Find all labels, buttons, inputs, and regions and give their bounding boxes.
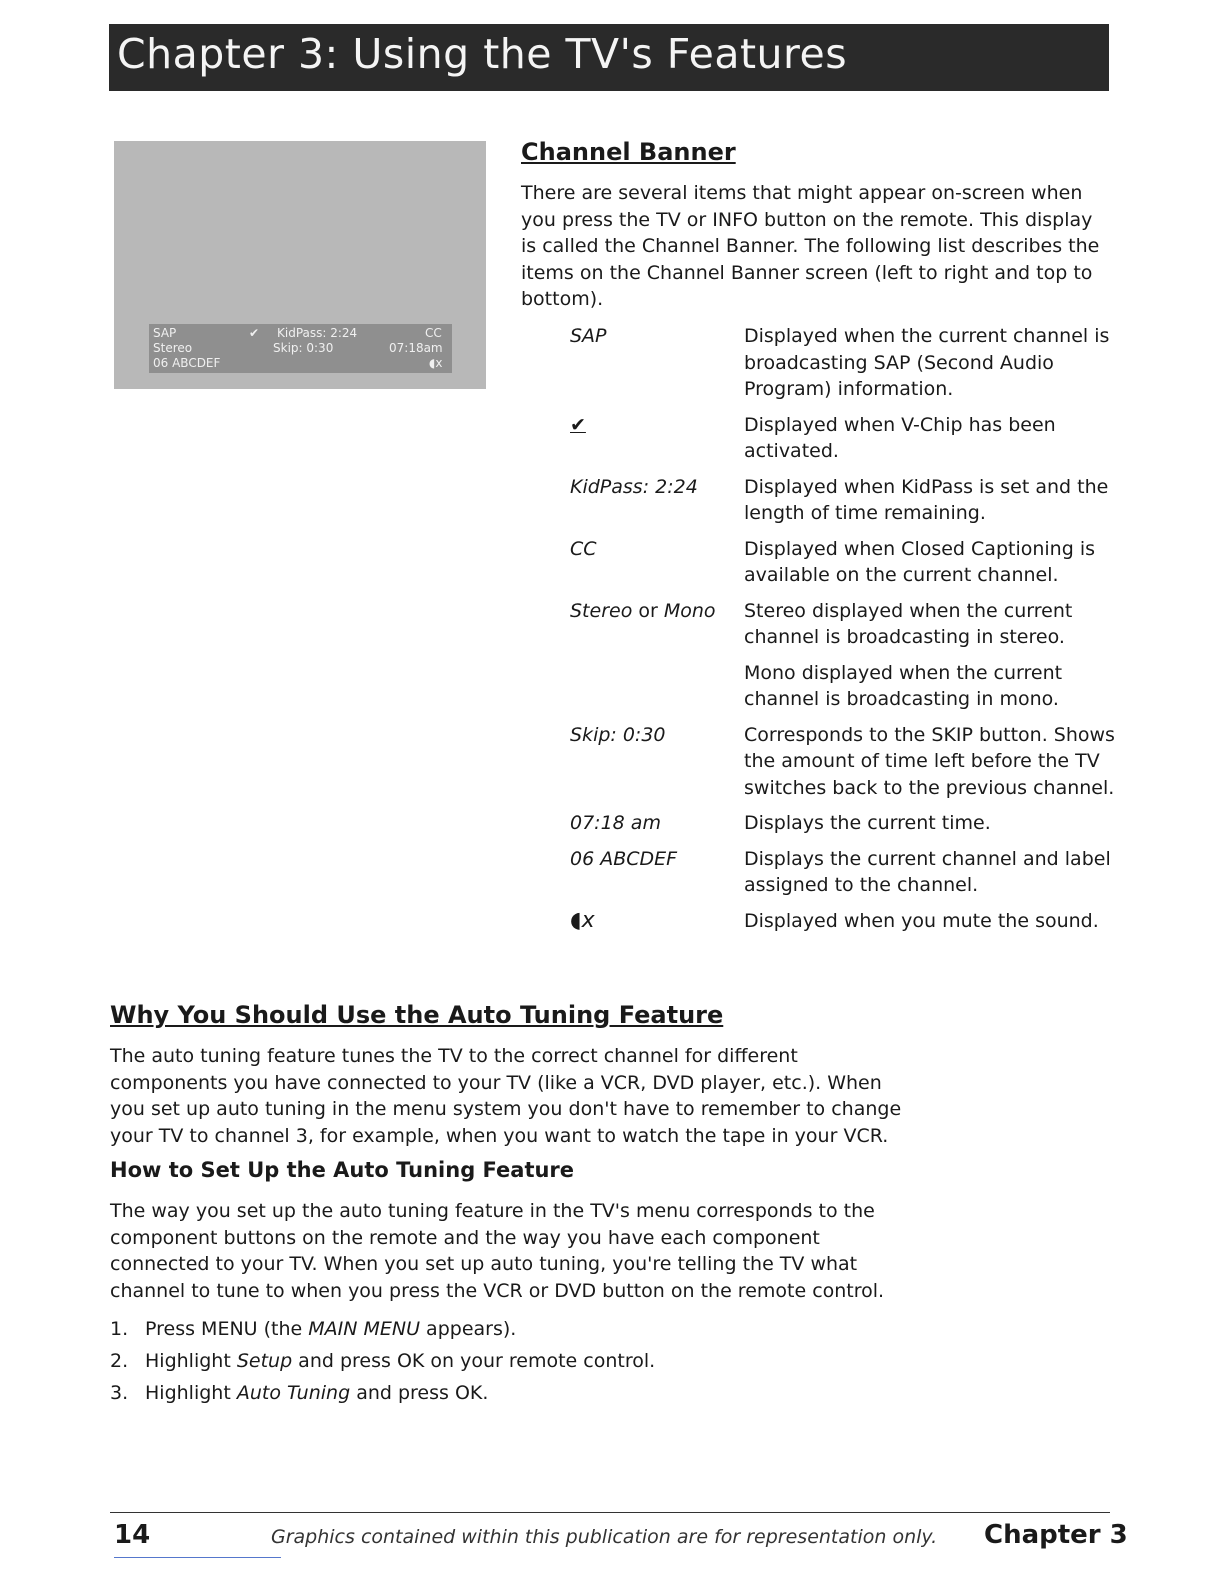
step-number: 1. [110,1318,129,1340]
channel-banner-item-list [570,323,1115,943]
item-term: CC [570,537,597,560]
item-term-mono: Mono [663,599,716,622]
list-item [570,323,1115,403]
tv-skip-label: Skip: 0:30 [273,341,334,355]
chapter-title: Chapter 3: Using the TV's Features [117,30,848,78]
item-term: 07:18 am [570,812,661,834]
chapter-banner [109,24,1109,91]
channel-banner-intro: There are several items that might appear on-screen when you press the TV or INFO button on the remote. This display is called the Channel Banner. The following list describes the items on the Channel Banner screen (left to right and top to bottom). [521,182,1100,310]
mute-icon: ◖x [429,356,443,370]
step-text: Highlight [145,1382,237,1404]
list-item [110,1377,655,1409]
list-item [570,722,1115,802]
item-term: Skip: 0:30 [570,723,666,746]
list-item [570,536,1115,589]
footer-chapter: Chapter 3 [984,1520,1128,1550]
footer-note: Graphics contained within this publication are for representation only. [271,1526,938,1548]
item-term: SAP [570,325,607,347]
step-text: and press OK. [350,1382,489,1404]
item-term-stereo: Stereo [570,599,633,622]
auto-tuning-heading: Why You Should Use the Auto Tuning Feature [110,1001,724,1029]
item-description: Displays the current channel and label assigned to the channel. [744,847,1111,896]
list-item [570,474,1115,527]
mute-icon: ◖x [570,907,595,933]
list-item [570,598,1115,713]
channel-banner-heading: Channel Banner [521,138,736,166]
list-item [570,846,1115,899]
footer-divider [110,1512,1110,1513]
vchip-icon: ✔︎ [249,326,260,340]
tv-stereo-label: Stereo [153,341,193,355]
tv-cc-label: CC [425,326,442,340]
page-number-underline [114,1557,281,1558]
step-emphasis: Auto Tuning [236,1382,351,1404]
auto-tuning-body: The auto tuning feature tunes the TV to the correct channel for different components you have connected to your TV (like a VCR, DVD player, etc.). When you set up auto tuning in the menu system you don't have to remember to change your TV to channel 3, for example, when you want to watch the tape in your VCR. [110,1045,902,1147]
tv-sap-label: SAP [153,326,177,340]
tv-screen-illustration [114,141,486,389]
item-term-or: or [638,599,658,622]
item-description: Corresponds to the SKIP button. Shows the amount of time left before the TV switches back to the previous channel. [744,723,1115,799]
vchip-icon: ✔︎ [570,413,586,436]
item-description: Displayed when V-Chip has been activated. [744,413,1056,462]
item-description: Stereo displayed when the current channel is broadcasting in stereo. [744,599,1073,648]
item-description: Displays the current time. [744,812,991,834]
tv-channel-label: 06 ABCDEF [153,356,221,370]
item-description: Displayed when KidPass is set and the length of time remaining. [744,475,1109,524]
step-emphasis: MAIN MENU [308,1318,421,1340]
item-term [570,598,740,625]
auto-tuning-steps [110,1313,655,1409]
list-item [570,810,1115,837]
list-item [570,412,1115,465]
step-number: 3. [110,1382,129,1404]
step-text: Highlight [145,1350,237,1372]
tv-kidpass-label: KidPass: 2:24 [277,326,358,340]
item-description: Displayed when Closed Captioning is available on the current channel. [744,537,1095,586]
list-item [110,1345,655,1377]
item-description-mono: Mono displayed when the current channel is broadcasting in mono. [744,661,1063,710]
step-emphasis: Setup [236,1350,293,1372]
item-description: Displayed when the current channel is broadcasting SAP (Second Audio Program) information. [744,325,1110,400]
auto-tuning-subheading: How to Set Up the Auto Tuning Feature [110,1158,575,1182]
item-term: 06 ABCDEF [570,847,678,870]
item-term: KidPass: 2:24 [570,475,698,498]
tv-time-label: 07:18am [389,341,443,355]
list-item [110,1313,655,1345]
step-text: and press OK on your remote control. [292,1350,656,1372]
item-description: Displayed when you mute the sound. [744,909,1099,932]
step-text: Press MENU (the [145,1318,309,1340]
tv-channel-banner [149,324,452,373]
list-item [570,908,1115,935]
auto-tuning-sub-body: The way you set up the auto tuning feature in the TV's menu corresponds to the component buttons on the remote and the way you have each component connected to your TV. When you set up auto tuning, you're telling the TV what channel to tune to when you press the VCR or DVD button on the remote control. [110,1200,885,1302]
page-number: 14 [114,1520,151,1550]
step-number: 2. [110,1350,129,1372]
step-text: appears). [420,1318,517,1340]
